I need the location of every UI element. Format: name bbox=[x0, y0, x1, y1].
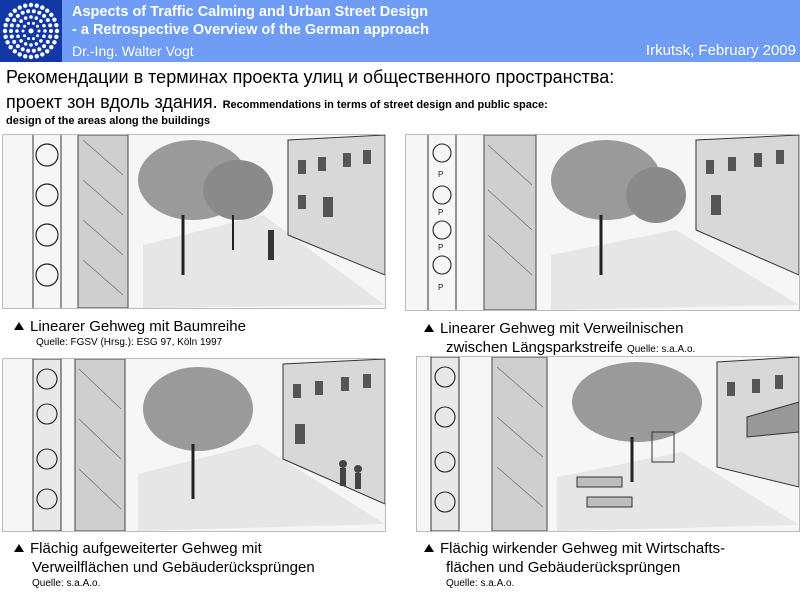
emblem-dot bbox=[32, 49, 36, 53]
emblem-dot bbox=[19, 19, 23, 23]
emblem-dot bbox=[42, 35, 46, 39]
caption-panel-4 bbox=[424, 539, 725, 590]
emblem-dot bbox=[3, 23, 7, 27]
emblem-dot bbox=[16, 35, 20, 39]
svg-text:P: P bbox=[438, 208, 444, 217]
emblem-dot bbox=[8, 45, 12, 49]
emblem-dot bbox=[23, 25, 26, 28]
emblem-dot bbox=[35, 42, 39, 46]
emblem-dot bbox=[5, 40, 9, 44]
emblem-dot bbox=[42, 14, 46, 18]
caption-panel-2-title: Linearer Gehweg mit Verweilnischen bbox=[440, 320, 684, 337]
emblem-dot bbox=[42, 44, 46, 48]
emblem-dot bbox=[24, 16, 28, 20]
emblem-dot bbox=[19, 39, 23, 43]
caption-panel-2-title-line2: zwischen Längsparkstreife bbox=[446, 339, 623, 356]
presentation-title bbox=[72, 3, 429, 39]
emblem-dot bbox=[23, 34, 26, 37]
emblem-dot bbox=[29, 55, 33, 59]
emblem-dot bbox=[52, 18, 56, 22]
emblem-dot bbox=[29, 15, 33, 19]
caption-panel-3-title: Flächig aufgeweiterter Gehweg mit bbox=[30, 540, 262, 557]
emblem-dot bbox=[43, 29, 47, 33]
presentation-title-line1: Aspects of Traffic Calming and Urban Street Design bbox=[72, 4, 429, 20]
svg-text:P: P bbox=[438, 283, 444, 292]
emblem-dot bbox=[29, 3, 33, 7]
emblem-dot bbox=[35, 54, 39, 58]
caption-panel-4-source: Quelle: s.a.A.o. bbox=[446, 578, 515, 589]
emblem-dot bbox=[10, 23, 14, 27]
caption-panel-2 bbox=[424, 319, 695, 359]
emblem-dot bbox=[23, 54, 27, 58]
emblem-dot bbox=[48, 23, 52, 27]
emblem-dot bbox=[16, 24, 20, 28]
emblem-dot bbox=[32, 22, 35, 25]
triangle-bullet-icon bbox=[14, 322, 24, 330]
place-date: Irkutsk, February 2009 bbox=[645, 42, 796, 59]
emblem-dot bbox=[54, 23, 58, 27]
emblem-dot bbox=[3, 35, 7, 39]
emblem-dot bbox=[45, 8, 49, 12]
caption-panel-4-title: Flächig wirkender Gehweg mit Wirtschafts- bbox=[440, 540, 726, 557]
caption-panel-1 bbox=[14, 317, 246, 349]
emblem-dot bbox=[16, 44, 20, 48]
emblem-dot bbox=[27, 37, 30, 40]
emblem-dot bbox=[13, 49, 17, 53]
emblem-dot bbox=[12, 40, 16, 44]
emblem-dot bbox=[15, 29, 19, 33]
emblem-dot bbox=[32, 9, 36, 13]
slide-title-ru-line1: Рекомендации в терминах проекта улиц и общественного пространства: bbox=[6, 67, 615, 87]
emblem-dot bbox=[13, 8, 17, 12]
emblem-dot bbox=[12, 18, 16, 22]
emblem-dot bbox=[29, 43, 33, 47]
emblem-dot bbox=[21, 11, 25, 15]
triangle-bullet-icon bbox=[424, 324, 434, 332]
emblem-dot bbox=[37, 11, 41, 15]
emblem-dot bbox=[5, 18, 9, 22]
emblem-dot bbox=[39, 19, 43, 23]
university-logo bbox=[0, 0, 62, 62]
emblem-dot bbox=[55, 29, 59, 33]
emblem-dot bbox=[39, 39, 43, 43]
emblem-dot bbox=[48, 35, 52, 39]
dot-circle-emblem bbox=[0, 0, 62, 62]
slide-title-ru-part2: проект зон вдоль здания. bbox=[6, 92, 218, 112]
emblem-dot bbox=[46, 18, 50, 22]
emblem-dot bbox=[49, 29, 53, 33]
emblem-dot bbox=[26, 49, 30, 53]
author: Dr.-Ing. Walter Vogt bbox=[72, 43, 194, 59]
emblem-dot bbox=[16, 14, 20, 18]
emblem-dot bbox=[23, 3, 27, 7]
emblem-dot bbox=[32, 37, 35, 40]
emblem-dot bbox=[35, 3, 39, 7]
slide-title-en-line1: Recommendations in terms of street design and public space: bbox=[222, 99, 548, 111]
emblem-dot bbox=[8, 13, 12, 17]
emblem-dot bbox=[54, 35, 58, 39]
triangle-bullet-icon bbox=[424, 544, 434, 552]
emblem-dot bbox=[46, 40, 50, 44]
caption-panel-1-title: Linearer Gehweg mit Baumreihe bbox=[30, 318, 246, 335]
emblem-dot bbox=[38, 30, 41, 33]
emblem-dot bbox=[29, 29, 34, 34]
svg-text:P: P bbox=[438, 243, 444, 252]
emblem-dot bbox=[18, 5, 22, 9]
emblem-dot bbox=[40, 52, 44, 56]
emblem-dot bbox=[27, 22, 30, 25]
emblem-dot bbox=[9, 29, 13, 33]
emblem-dot bbox=[49, 45, 53, 49]
sketch-widened-sidewalk bbox=[2, 358, 386, 532]
emblem-dot bbox=[21, 47, 25, 51]
caption-panel-2-source: Quelle: s.a.A.o. bbox=[626, 344, 696, 355]
slide-header bbox=[0, 0, 800, 62]
emblem-dot bbox=[10, 35, 14, 39]
emblem-dot bbox=[3, 29, 7, 33]
sketch-linear-sidewalk-niches bbox=[405, 134, 800, 311]
emblem-dot bbox=[36, 34, 39, 37]
triangle-bullet-icon bbox=[14, 544, 24, 552]
caption-panel-3-source: Quelle: s.a.A.o. bbox=[32, 578, 101, 589]
emblem-dot bbox=[52, 40, 56, 44]
emblem-dot bbox=[49, 13, 53, 17]
emblem-dot bbox=[22, 30, 25, 33]
caption-panel-3-title-line2: Verweilflächen und Gebäuderücksprüngen bbox=[32, 559, 315, 576]
emblem-dot bbox=[37, 47, 41, 51]
emblem-dot bbox=[18, 52, 22, 56]
slide-title-en-line2: design of the areas along the buildings bbox=[6, 115, 211, 127]
sketch-linear-sidewalk-trees bbox=[2, 134, 386, 309]
svg-text:P: P bbox=[438, 170, 444, 179]
emblem-dot bbox=[35, 16, 39, 20]
emblem-dot bbox=[26, 9, 30, 13]
caption-panel-4-title-line2: flächen und Gebäuderücksprüngen bbox=[446, 559, 681, 576]
emblem-dot bbox=[40, 5, 44, 9]
emblem-dot bbox=[24, 42, 28, 46]
caption-panel-1-source: Quelle: FGSV (Hrsg.): ESG 97, Köln 1997 bbox=[36, 337, 223, 348]
sketch-surface-sidewalk-cafe bbox=[416, 356, 800, 532]
emblem-dot bbox=[36, 25, 39, 28]
emblem-dot bbox=[42, 24, 46, 28]
slide-title-ru-line2 bbox=[6, 92, 548, 113]
presentation-title-line2: - a Retrospective Overview of the German approach bbox=[72, 22, 429, 38]
caption-panel-3 bbox=[14, 539, 315, 590]
emblem-dot bbox=[45, 49, 49, 53]
